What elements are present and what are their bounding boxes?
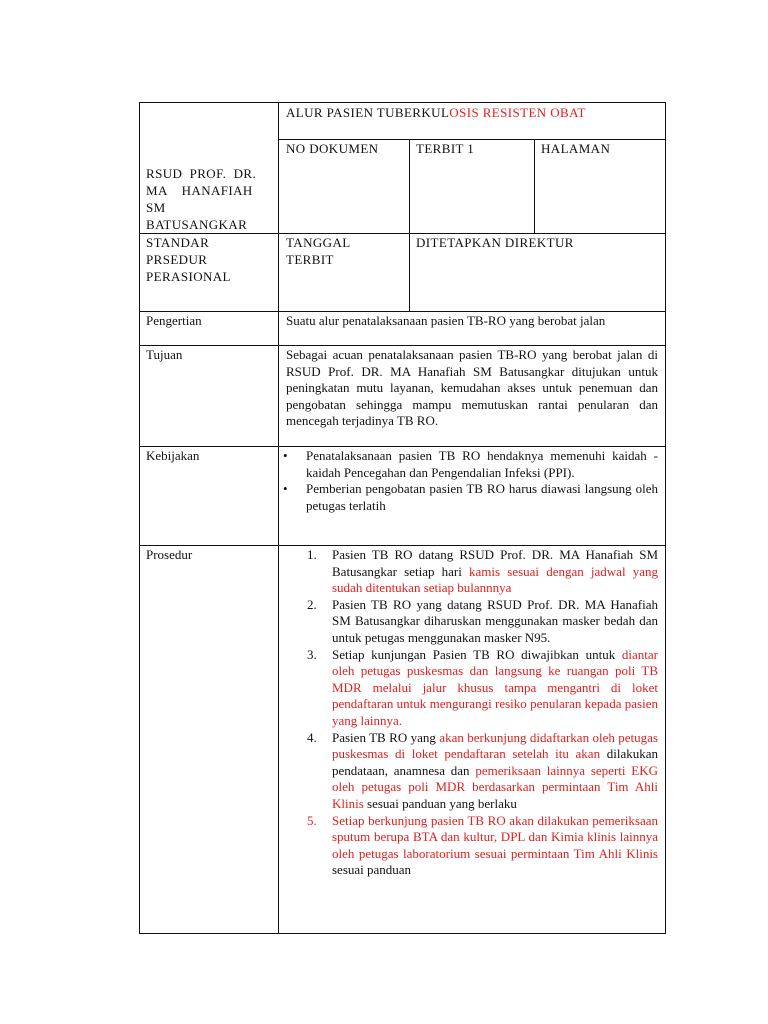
item-text: sesuai panduan	[332, 862, 412, 878]
item-number: 4.	[307, 729, 317, 745]
item-text-red: diantar oleh petugas puskesmas dan langsung ke ruangan poli TB MDR melalui jalur khusus tampa mengantri di loket pendaftaran untuk mengurangi resiko penularan kepada pasien yang lainnya.	[332, 646, 658, 728]
halaman-label: HALAMAN	[541, 141, 611, 156]
sop-label	[146, 234, 231, 285]
bullet-icon: •	[283, 448, 288, 463]
kebijakan-item-text: Penatalaksanaan pasien TB RO hendaknya memenuhi kaidah - kaidah Pencegahan dan Pengendalian Infeksi (PPI).	[306, 448, 658, 480]
hospital-line: MA HANAFIAH	[146, 183, 253, 198]
tanggal-terbit-label	[286, 234, 351, 268]
item-text: Pasien TB RO yang datang RSUD Prof. DR. MA Hanafiah SM Batusangkar diharuskan menggunakan masker bedah dan untuk petugas menggunakan masker N95.	[332, 596, 658, 645]
sop-line: STANDAR	[146, 235, 210, 250]
prosedur-item	[278, 647, 658, 730]
item-text-red: pemeriksaan lainnya seperti EKG oleh petugas poli MDR berdasarkan permintaan Tim Ahli Klinis	[332, 762, 659, 811]
tanggal-line: TERBIT	[286, 252, 334, 267]
prosedur-list	[278, 547, 658, 879]
title-black: ALUR PASIEN TUBERKUL	[286, 105, 450, 120]
item-number: 5.	[307, 812, 317, 828]
item-number: 2.	[307, 596, 317, 612]
hospital-line: RSUD PROF. DR.	[146, 166, 257, 181]
tanggal-line: TANGGAL	[286, 235, 351, 250]
title-red: OSIS RESISTEN OBAT	[449, 105, 586, 120]
item-number: 1.	[307, 547, 317, 562]
terbit-label: TERBIT 1	[416, 141, 475, 156]
item-number: 3.	[307, 646, 317, 662]
item-text: Pasien TB RO datang RSUD Prof. DR. MA Hanafiah SM Batusangkar setiap hari	[332, 547, 658, 579]
item-text-red: kamis sesuai dengan jadwal yang sudah ditentukan setiap bulannnya	[332, 563, 658, 596]
item-text: dilakukan pendataan, anamnesa dan	[332, 746, 658, 778]
prosedur-item	[278, 730, 658, 813]
sop-line: PRSEDUR	[146, 252, 208, 267]
kebijakan-label: Kebijakan	[146, 448, 200, 463]
pengertian-text: Suatu alur penatalaksanaan pasien TB-RO yang berobat jalan	[286, 313, 606, 328]
prosedur-item	[278, 547, 658, 597]
pengertian-label: Pengertian	[146, 313, 202, 328]
item-text: sesuai panduan yang berlaku	[363, 795, 517, 811]
prosedur-label: Prosedur	[146, 547, 193, 562]
no-dokumen-label: NO DOKUMEN	[286, 141, 379, 156]
hospital-line: SM	[146, 200, 166, 215]
sop-line: PERASIONAL	[146, 269, 231, 284]
ditetapkan-label: DITETAPKAN DIREKTUR	[416, 235, 574, 250]
item-text: Setiap kunjungan Pasien TB RO diwajibkan untuk	[332, 646, 622, 662]
tujuan-label: Tujuan	[146, 347, 183, 362]
hospital-name	[146, 165, 274, 233]
tujuan-text: Sebagai acuan penatalaksanaan pasien TB-RO yang berobat jalan di RSUD Prof. DR. MA Hanafiah SM Batusangkar ditujukan untuk peningkatan mutu layanan, kemudahan akses untuk penemuan dan pengobatan sehingga mampu memutuskan rantai penularan dan mencegah terjadinya TB RO.	[286, 347, 658, 429]
document-title	[286, 104, 586, 121]
prosedur-item	[278, 597, 658, 647]
item-text-red: Setiap berkunjung pasien TB RO akan dilakukan pemeriksaan sputum berupa BTA dan kultur, DPL dan Kimia klinis lainnya oleh petugas laboratorium sesuai permintaan Tim Ahli Klinis	[332, 812, 658, 861]
prosedur-item	[278, 813, 658, 879]
item-text-red: akan berkunjung didaftarkan oleh petugas puskesmas di loket pendaftaran setelah itu akan	[332, 729, 658, 762]
item-text: Pasien TB RO yang	[332, 729, 440, 745]
kebijakan-item	[282, 481, 658, 514]
kebijakan-item-text: Pemberian pengobatan pasien TB RO harus diawasi langsung oleh petugas terlatih	[306, 481, 658, 513]
bullet-icon: •	[283, 481, 288, 497]
kebijakan-list	[282, 448, 658, 514]
kebijakan-item	[282, 448, 658, 481]
hospital-line: BATUSANGKAR	[146, 217, 248, 232]
